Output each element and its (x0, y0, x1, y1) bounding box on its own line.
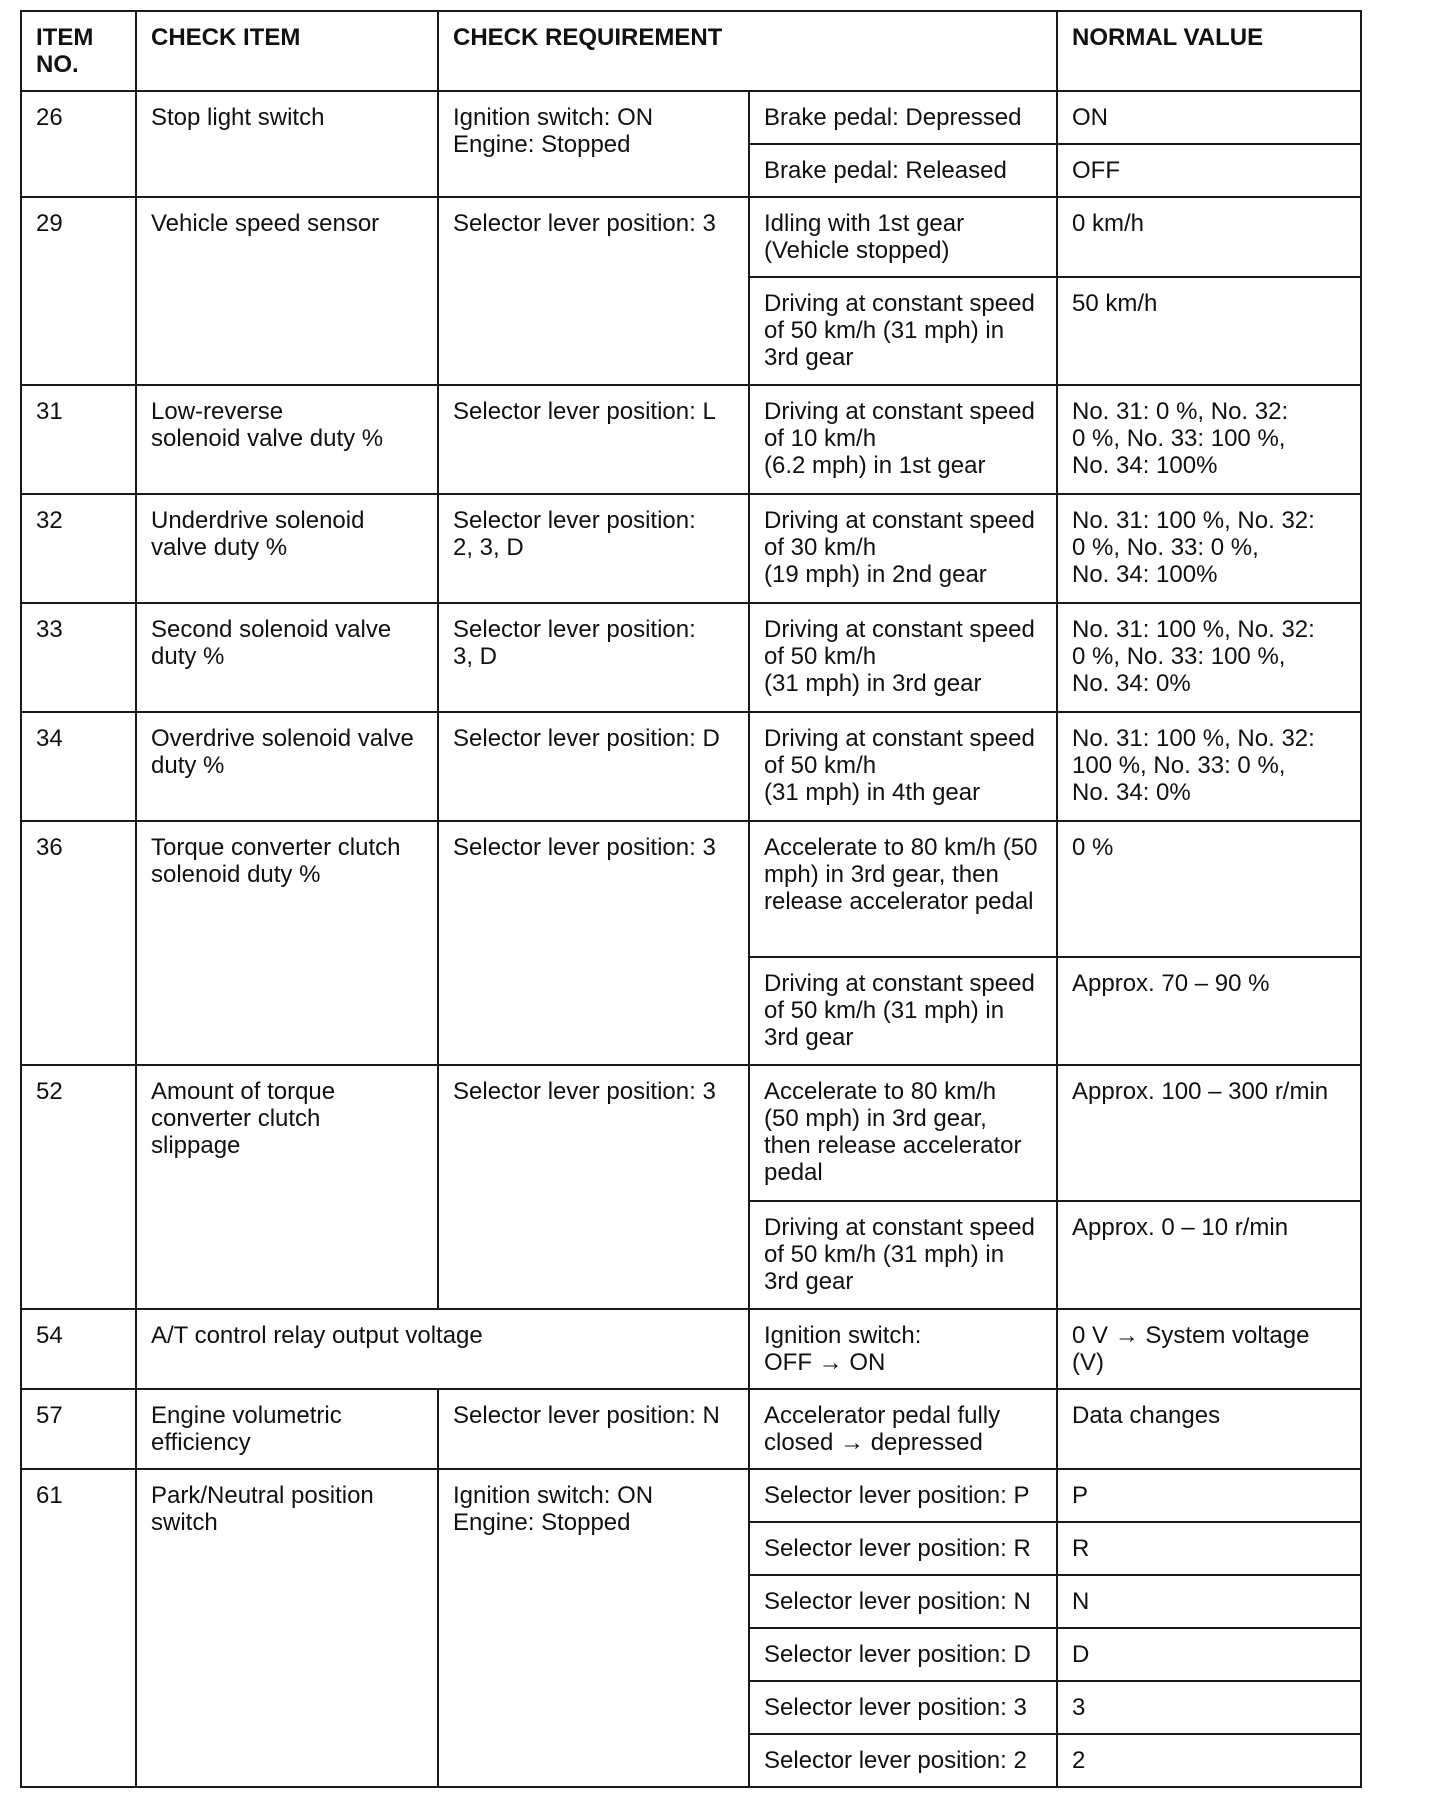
check-condition: Brake pedal: Depressed (749, 91, 1057, 144)
check-item: Underdrive solenoid valve duty % (136, 494, 438, 603)
normal-value: Approx. 0 – 10 r/min (1057, 1201, 1361, 1309)
normal-value: P (1057, 1469, 1361, 1522)
check-item: Park/Neutral position switch (136, 1469, 438, 1787)
normal-value: OFF (1057, 144, 1361, 197)
check-requirement: Ignition switch: ON Engine: Stopped (438, 1469, 749, 1787)
header-item-no: ITEM NO. (21, 11, 136, 91)
check-condition: Driving at constant speed of 50 km/h (31 mph) in 3rd gear (749, 1201, 1057, 1309)
check-condition: Accelerate to 80 km/h (50 mph) in 3rd gear, then release accelerator pedal (749, 1065, 1057, 1201)
item-no: 61 (21, 1469, 136, 1787)
normal-value: 50 km/h (1057, 277, 1361, 385)
header-check-item: CHECK ITEM (136, 11, 438, 91)
check-requirement: Selector lever position: N (438, 1389, 749, 1469)
table-row (21, 1065, 1361, 1201)
check-condition: Selector lever position: R (749, 1522, 1057, 1575)
normal-value: Approx. 100 – 300 r/min (1057, 1065, 1361, 1201)
normal-value: 3 (1057, 1681, 1361, 1734)
item-no: 33 (21, 603, 136, 712)
check-requirement: Selector lever position: 2, 3, D (438, 494, 749, 603)
item-no: 34 (21, 712, 136, 821)
item-no: 29 (21, 197, 136, 385)
item-no: 36 (21, 821, 136, 1065)
normal-value: No. 31: 100 %, No. 32: 0 %, No. 33: 100 %, No. 34: 0% (1057, 603, 1361, 712)
table-row (21, 603, 1361, 712)
table-row (21, 712, 1361, 821)
check-requirement: Selector lever position: 3 (438, 197, 749, 385)
normal-value: 0 V → System voltage (V) (1057, 1309, 1361, 1389)
normal-value: Data changes (1057, 1389, 1361, 1469)
table-row (21, 197, 1361, 277)
check-item: Low-reverse solenoid valve duty % (136, 385, 438, 494)
header-check-requirement: CHECK REQUIREMENT (438, 11, 1057, 91)
check-condition: Selector lever position: D (749, 1628, 1057, 1681)
item-no: 54 (21, 1309, 136, 1389)
normal-value: No. 31: 0 %, No. 32: 0 %, No. 33: 100 %, No. 34: 100% (1057, 385, 1361, 494)
check-requirement: Selector lever position: D (438, 712, 749, 821)
check-condition: Driving at constant speed of 10 km/h (6.2 mph) in 1st gear (749, 385, 1057, 494)
check-requirement: Selector lever position: 3 (438, 1065, 749, 1309)
normal-value: 0 % (1057, 821, 1361, 957)
check-item: Amount of torque converter clutch slippage (136, 1065, 438, 1309)
table-row (21, 821, 1361, 957)
check-item: Overdrive solenoid valve duty % (136, 712, 438, 821)
item-no: 57 (21, 1389, 136, 1469)
check-item: Vehicle speed sensor (136, 197, 438, 385)
normal-value: 0 km/h (1057, 197, 1361, 277)
check-condition: Accelerator pedal fully closed → depressed (749, 1389, 1057, 1469)
check-condition: Driving at constant speed of 50 km/h (31 mph) in 4th gear (749, 712, 1057, 821)
item-no: 26 (21, 91, 136, 197)
header-row (21, 11, 1361, 91)
item-no: 32 (21, 494, 136, 603)
normal-value: N (1057, 1575, 1361, 1628)
check-condition: Selector lever position: N (749, 1575, 1057, 1628)
check-condition: Idling with 1st gear (Vehicle stopped) (749, 197, 1057, 277)
table-row (21, 1389, 1361, 1469)
check-condition: Driving at constant speed of 50 km/h (31 mph) in 3rd gear (749, 277, 1057, 385)
check-requirement: Selector lever position: L (438, 385, 749, 494)
table-row (21, 1309, 1361, 1389)
normal-value: No. 31: 100 %, No. 32: 0 %, No. 33: 0 %, No. 34: 100% (1057, 494, 1361, 603)
check-table (20, 10, 1362, 1788)
item-no: 31 (21, 385, 136, 494)
table-row (21, 494, 1361, 603)
check-condition: Driving at constant speed of 50 km/h (31 mph) in 3rd gear (749, 603, 1057, 712)
check-condition: Accelerate to 80 km/h (50 mph) in 3rd gear, then release accelerator pedal (749, 821, 1057, 957)
check-item: A/T control relay output voltage (136, 1309, 749, 1389)
table-row (21, 385, 1361, 494)
check-condition: Ignition switch: OFF → ON (749, 1309, 1057, 1389)
normal-value: No. 31: 100 %, No. 32: 100 %, No. 33: 0 %, No. 34: 0% (1057, 712, 1361, 821)
header-normal-value: NORMAL VALUE (1057, 11, 1361, 91)
check-requirement: Selector lever position: 3 (438, 821, 749, 1065)
check-condition: Selector lever position: 2 (749, 1734, 1057, 1787)
check-item: Second solenoid valve duty % (136, 603, 438, 712)
normal-value: D (1057, 1628, 1361, 1681)
check-item: Engine volumetric efficiency (136, 1389, 438, 1469)
item-no: 52 (21, 1065, 136, 1309)
check-condition: Selector lever position: 3 (749, 1681, 1057, 1734)
normal-value: R (1057, 1522, 1361, 1575)
check-requirement: Selector lever position: 3, D (438, 603, 749, 712)
table-row (21, 1469, 1361, 1522)
normal-value: 2 (1057, 1734, 1361, 1787)
check-condition: Selector lever position: P (749, 1469, 1057, 1522)
check-condition: Driving at constant speed of 30 km/h (19 mph) in 2nd gear (749, 494, 1057, 603)
check-item: Stop light switch (136, 91, 438, 197)
check-item: Torque converter clutch solenoid duty % (136, 821, 438, 1065)
check-requirement: Ignition switch: ON Engine: Stopped (438, 91, 749, 197)
normal-value: Approx. 70 – 90 % (1057, 957, 1361, 1065)
check-condition: Driving at constant speed of 50 km/h (31 mph) in 3rd gear (749, 957, 1057, 1065)
table-row (21, 91, 1361, 144)
normal-value: ON (1057, 91, 1361, 144)
check-condition: Brake pedal: Released (749, 144, 1057, 197)
